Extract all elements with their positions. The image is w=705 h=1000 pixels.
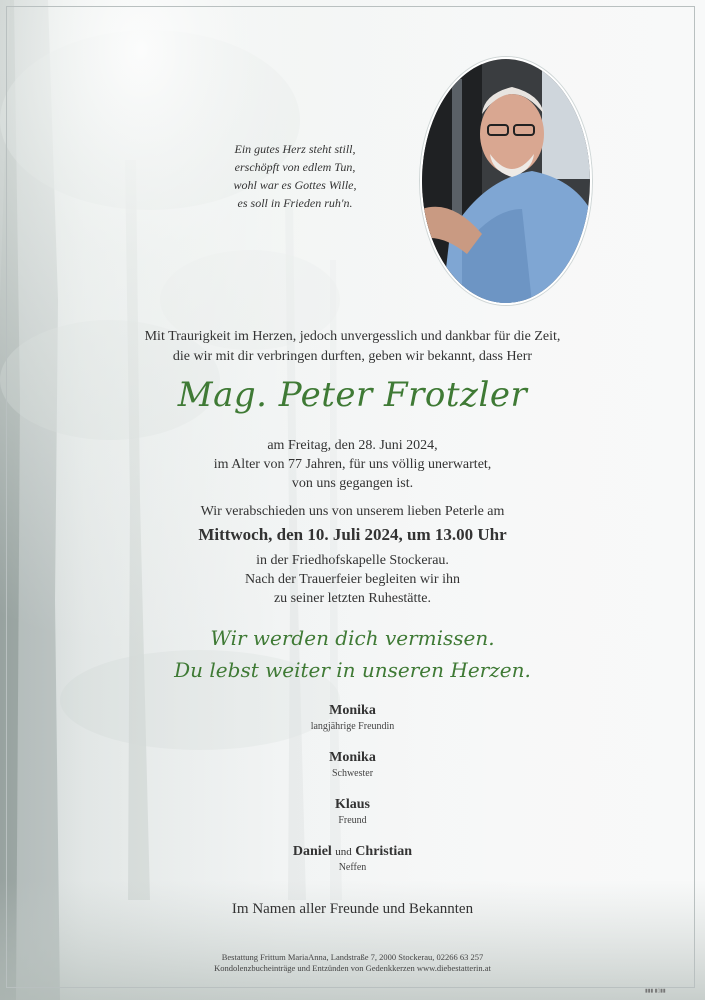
mourners-list bbox=[200, 702, 505, 890]
mourner-relation: Neffen bbox=[338, 862, 367, 873]
death-info bbox=[120, 436, 585, 493]
mourner-entry bbox=[200, 749, 505, 796]
memorial-motto bbox=[120, 622, 585, 686]
mourner-name: Monika bbox=[329, 750, 376, 765]
mourner-relation: Schwester bbox=[331, 768, 374, 779]
mourner-relation: langjährige Freundin bbox=[310, 721, 395, 732]
verse-line: erschöpft von edlem Tun, bbox=[234, 160, 356, 174]
mourner-name-joiner: und bbox=[335, 846, 352, 858]
funeral-home-footer bbox=[120, 952, 585, 974]
portrait-photo bbox=[420, 57, 592, 305]
mourner-entry bbox=[200, 702, 505, 749]
motto-line: Du lebst weiter in unseren Herzen. bbox=[174, 658, 531, 682]
ceremony-date: Mittwoch, den 10. Juli 2024, um 13.00 Uhr bbox=[198, 525, 507, 544]
announcement-intro bbox=[90, 327, 615, 367]
intro-line: die wir mit dir verbringen durften, geben wir bekannt, dass Herr bbox=[172, 349, 533, 364]
mourner-name: Monika bbox=[329, 703, 376, 718]
death-info-line: im Alter von 77 Jahren, für uns völlig unerwartet, bbox=[213, 457, 492, 472]
motto-line: Wir werden dich vermissen. bbox=[210, 626, 495, 650]
location-line: Nach der Trauerfeier begleiten wir ihn bbox=[245, 572, 460, 587]
location-line: in der Friedhofskapelle Stockerau. bbox=[256, 553, 449, 568]
print-code-mark: ▮▮▮ ▮▯▮▮ bbox=[645, 988, 666, 994]
closing-line: Im Namen aller Freunde und Bekannten bbox=[231, 901, 474, 917]
death-info-line: von uns gegangen ist. bbox=[291, 476, 414, 491]
mourner-entry bbox=[200, 796, 505, 843]
mourner-name bbox=[200, 843, 505, 861]
location-line: zu seiner letzten Ruhestätte. bbox=[273, 591, 432, 606]
mourner-relation: Freund bbox=[338, 815, 367, 826]
mourner-name: Klaus bbox=[334, 797, 370, 812]
mourner-name-second: Christian bbox=[355, 844, 413, 859]
ceremony-location bbox=[120, 551, 585, 608]
deceased-name: Mag. Peter Frotzler bbox=[177, 375, 528, 415]
verse-line: Ein gutes Herz steht still, bbox=[234, 142, 356, 156]
mourner-name-first: Daniel bbox=[292, 844, 332, 859]
verse-line: wohl war es Gottes Wille, bbox=[233, 178, 357, 192]
intro-line: Mit Traurigkeit im Herzen, jedoch unvergesslich und dankbar für die Zeit, bbox=[144, 329, 561, 344]
footer-line: Kondolenzbucheinträge und Entzünden von Gedenkkerzen www.diebestatterin.at bbox=[214, 963, 491, 973]
verse-line: es soll in Frieden ruh'n. bbox=[237, 196, 353, 210]
death-info-line: am Freitag, den 28. Juni 2024, bbox=[267, 438, 438, 453]
mourner-entry bbox=[200, 843, 505, 890]
memorial-verse bbox=[200, 140, 390, 212]
footer-line: Bestattung Frittum MariaAnna, Landstraße 7, 2000 Stockerau, 02266 63 257 bbox=[221, 952, 484, 962]
portrait-image bbox=[422, 59, 590, 303]
farewell-intro: Wir verabschieden uns von unserem lieben Peterle am bbox=[200, 504, 505, 519]
